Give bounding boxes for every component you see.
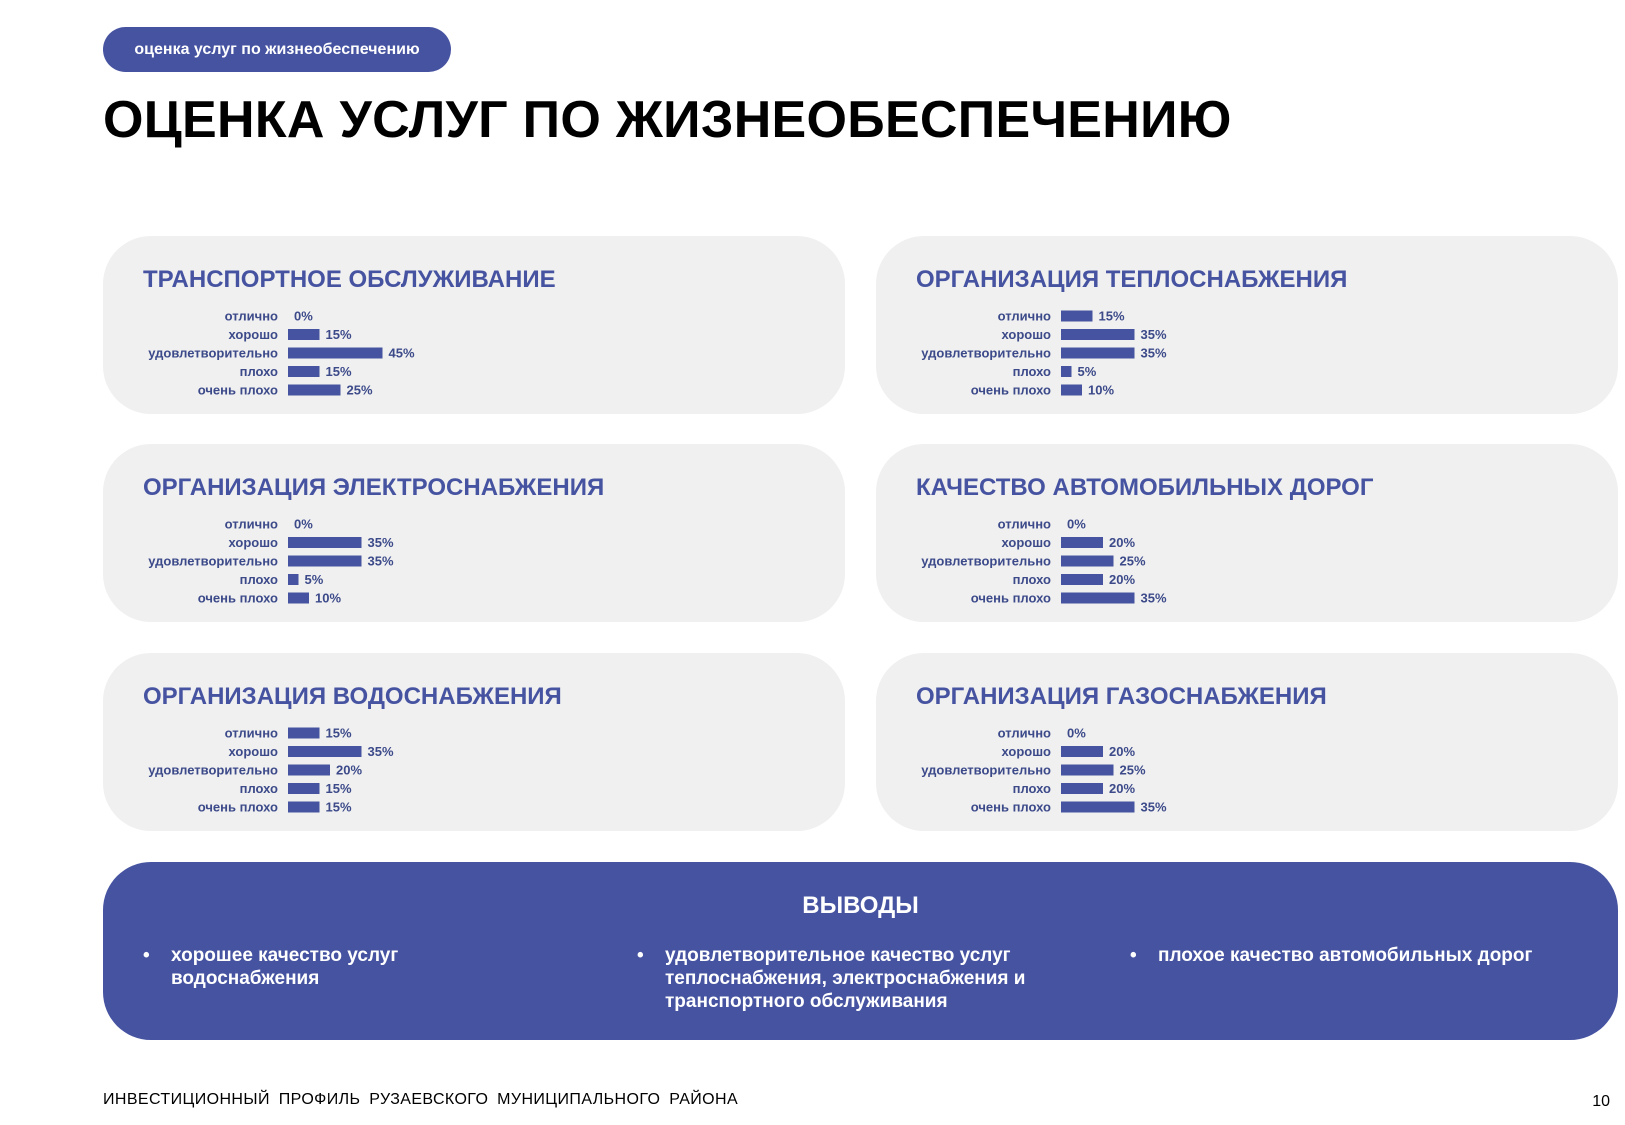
category-label: очень плохо [197,382,278,398]
chart-card-roads [876,444,1618,622]
footer-text: ИНВЕСТИЦИОННЫЙ ПРОФИЛЬ РУЗАЕВСКОГО МУНИЦИПАЛЬНОГО РАЙОНА [103,1091,739,1108]
category-label: отлично [997,308,1051,324]
bar [1061,385,1082,396]
conclusion-item [637,944,1037,1013]
chart-title: ОРГАНИЗАЦИЯ ЭЛЕКТРОСНАБЖЕНИЯ [143,474,605,501]
bar [288,802,320,813]
value-label: 15% [325,799,352,815]
conclusion-text: хорошее качество услуг водоснабжения [171,945,399,989]
value-label: 20% [336,762,363,778]
bar [288,348,383,359]
chart-card-gas [876,653,1618,831]
category-label: удовлетворительно [148,553,278,569]
value-label: 10% [315,590,342,606]
page-number: 10 [1592,1093,1610,1110]
bar [288,385,341,396]
value-label: 15% [1098,308,1125,324]
value-label: 35% [367,553,394,569]
value-label: 20% [1109,781,1136,796]
bar [288,329,320,340]
value-label: 35% [1140,327,1167,342]
chart-gas [876,721,1618,831]
chart-water [103,721,845,831]
category-label: отлично [224,516,278,532]
bullet-icon: • [637,945,644,966]
bar [1061,348,1135,359]
category-label: хорошо [1001,327,1051,342]
conclusion-text: удовлетворительное качество услуг теплоснабжения, электроснабжения и транспортного обслуживания [665,945,1026,1012]
chart-heating [876,304,1618,414]
chart-roads [876,512,1618,622]
value-label: 20% [1109,572,1136,587]
category-label: очень плохо [970,382,1051,398]
value-label: 45% [388,345,415,361]
value-label: 35% [367,744,394,759]
conclusions-panel [103,862,1618,1040]
bar [1061,366,1072,377]
category-label: хорошо [228,744,278,759]
value-label: 25% [1119,553,1146,569]
bar [1061,329,1135,340]
bar [1061,765,1114,776]
value-label: 15% [325,327,352,342]
bar [288,556,362,567]
bar [1061,593,1135,604]
category-label: плохо [1012,781,1051,796]
value-label: 10% [1088,382,1115,398]
bar [288,765,330,776]
category-label: хорошо [228,327,278,342]
bar [288,783,320,794]
section-pill: оценка услуг по жизнеобеспечению [103,27,451,72]
value-label: 15% [325,781,352,796]
value-label: 0% [1067,725,1086,741]
category-label: хорошо [1001,744,1051,759]
chart-transport [103,304,845,414]
value-label: 0% [294,516,313,532]
bar [1061,574,1103,585]
conclusion-text: плохое качество автомобильных дорог [1158,945,1533,966]
value-label: 0% [294,308,313,324]
value-label: 20% [1109,535,1136,550]
chart-card-transport [103,236,845,414]
category-label: отлично [997,725,1051,741]
category-label: плохо [239,364,278,379]
bar [288,746,362,757]
category-label: очень плохо [970,799,1051,815]
category-label: удовлетворительно [148,345,278,361]
value-label: 25% [346,382,373,398]
bar [288,574,299,585]
chart-card-electricity [103,444,845,622]
category-label: отлично [224,308,278,324]
value-label: 35% [1140,799,1167,815]
conclusion-item [143,944,543,990]
chart-card-water [103,653,845,831]
page-title: ОЦЕНКА УСЛУГ ПО ЖИЗНЕОБЕСПЕЧЕНИЮ [103,91,1232,149]
category-label: очень плохо [970,590,1051,606]
value-label: 0% [1067,516,1086,532]
bar [288,537,362,548]
value-label: 5% [304,572,324,587]
value-label: 35% [367,535,394,550]
category-label: удовлетворительно [148,762,278,778]
category-label: отлично [224,725,278,741]
chart-title: КАЧЕСТВО АВТОМОБИЛЬНЫХ ДОРОГ [916,474,1374,501]
value-label: 20% [1109,744,1136,759]
bar [1061,556,1114,567]
category-label: плохо [1012,364,1051,379]
chart-title: ОРГАНИЗАЦИЯ ВОДОСНАБЖЕНИЯ [143,683,562,710]
bar [1061,746,1103,757]
category-label: очень плохо [197,799,278,815]
bar [288,593,309,604]
category-label: удовлетворительно [921,345,1051,361]
chart-card-heating [876,236,1618,414]
value-label: 15% [325,364,352,379]
bar [288,366,320,377]
chart-title: ОРГАНИЗАЦИЯ ГАЗОСНАБЖЕНИЯ [916,683,1327,710]
category-label: удовлетворительно [921,762,1051,778]
category-label: хорошо [228,535,278,550]
value-label: 35% [1140,345,1167,361]
value-label: 25% [1119,762,1146,778]
bar [288,728,320,739]
category-label: удовлетворительно [921,553,1051,569]
bar [1061,783,1103,794]
chart-title: ТРАНСПОРТНОЕ ОБСЛУЖИВАНИЕ [143,266,556,293]
bullet-icon: • [143,945,150,966]
chart-title: ОРГАНИЗАЦИЯ ТЕПЛОСНАБЖЕНИЯ [916,266,1348,293]
category-label: хорошо [1001,535,1051,550]
bar [1061,537,1103,548]
chart-electricity [103,512,845,622]
conclusions-title: ВЫВОДЫ [802,892,919,919]
category-label: плохо [239,572,278,587]
category-label: отлично [997,516,1051,532]
category-label: очень плохо [197,590,278,606]
bar [1061,802,1135,813]
conclusion-item [1130,944,1580,967]
value-label: 15% [325,725,352,741]
category-label: плохо [1012,572,1051,587]
category-label: плохо [239,781,278,796]
bar [1061,311,1093,322]
value-label: 35% [1140,590,1167,606]
bullet-icon: • [1130,945,1137,966]
value-label: 5% [1077,364,1097,379]
